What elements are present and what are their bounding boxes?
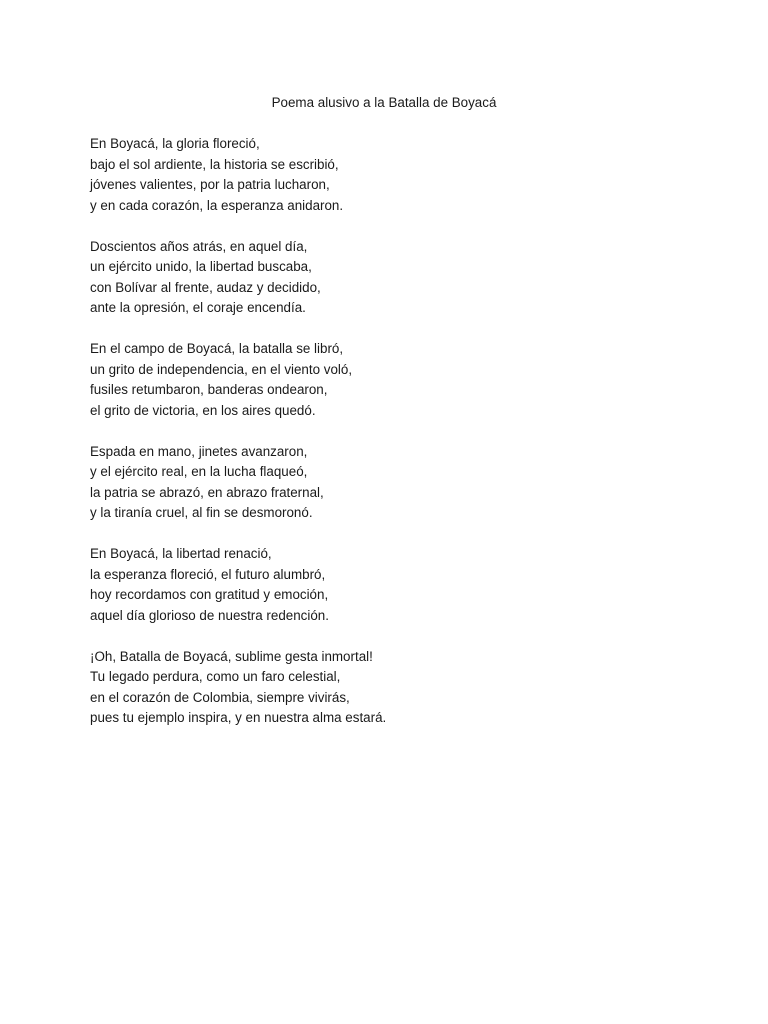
poem-line: jóvenes valientes, por la patria lucharon,: [90, 177, 330, 192]
stanza-5: [90, 544, 730, 626]
stanza-2: [90, 237, 730, 319]
poem-body: [90, 134, 730, 749]
poem-line: En Boyacá, la libertad renació,: [90, 546, 272, 561]
stanza-6: [90, 647, 730, 729]
poem-line: en el corazón de Colombia, siempre vivirás,: [90, 689, 350, 705]
poem-line: Espada en mano, jinetes avanzaron,: [90, 443, 308, 459]
poem-line: pues tu ejemplo inspira, y en nuestra alma estará.: [90, 710, 387, 725]
poem-line: el grito de victoria, en los aires quedó.: [90, 402, 316, 418]
stanza-1: [90, 134, 730, 216]
poem-line: fusiles retumbaron, banderas ondearon,: [90, 382, 328, 397]
poem-line: Doscientos años atrás, en aquel día,: [90, 238, 308, 254]
poem-line: ¡Oh, Batalla de Boyacá, sublime gesta inmortal!: [90, 648, 373, 664]
poem-line: un ejército unido, la libertad buscaba,: [90, 259, 312, 274]
poem-line: Tu legado perdura, como un faro celestial,: [90, 669, 341, 684]
poem-line: con Bolívar al frente, audaz y decidido,: [90, 279, 321, 295]
poem-title: Poema alusivo a la Batalla de Boyacá: [271, 95, 497, 110]
stanza-3: [90, 339, 730, 421]
poem-line: ante la opresión, el coraje encendía.: [90, 300, 306, 315]
poem-line: la esperanza floreció, el futuro alumbró,: [90, 566, 326, 582]
poem-line: En el campo de Boyacá, la batalla se libró,: [90, 341, 344, 356]
poem-line: aquel día glorioso de nuestra redención.: [90, 607, 329, 623]
poem-line: la patria se abrazó, en abrazo fraternal,: [90, 484, 324, 500]
poem-line: y en cada corazón, la esperanza anidaron.: [90, 197, 344, 213]
poem-line: un grito de independencia, en el viento voló,: [90, 361, 353, 377]
poem-line: En Boyacá, la gloria floreció,: [90, 136, 260, 151]
poem-line: y la tiranía cruel, al fin se desmoronó.: [90, 505, 313, 520]
poem-line: bajo el sol ardiente, la historia se escribió,: [90, 156, 339, 172]
stanza-4: [90, 442, 730, 524]
poem-line: y el ejército real, en la lucha flaqueó,: [90, 464, 308, 479]
poem-line: hoy recordamos con gratitud y emoción,: [90, 587, 329, 602]
